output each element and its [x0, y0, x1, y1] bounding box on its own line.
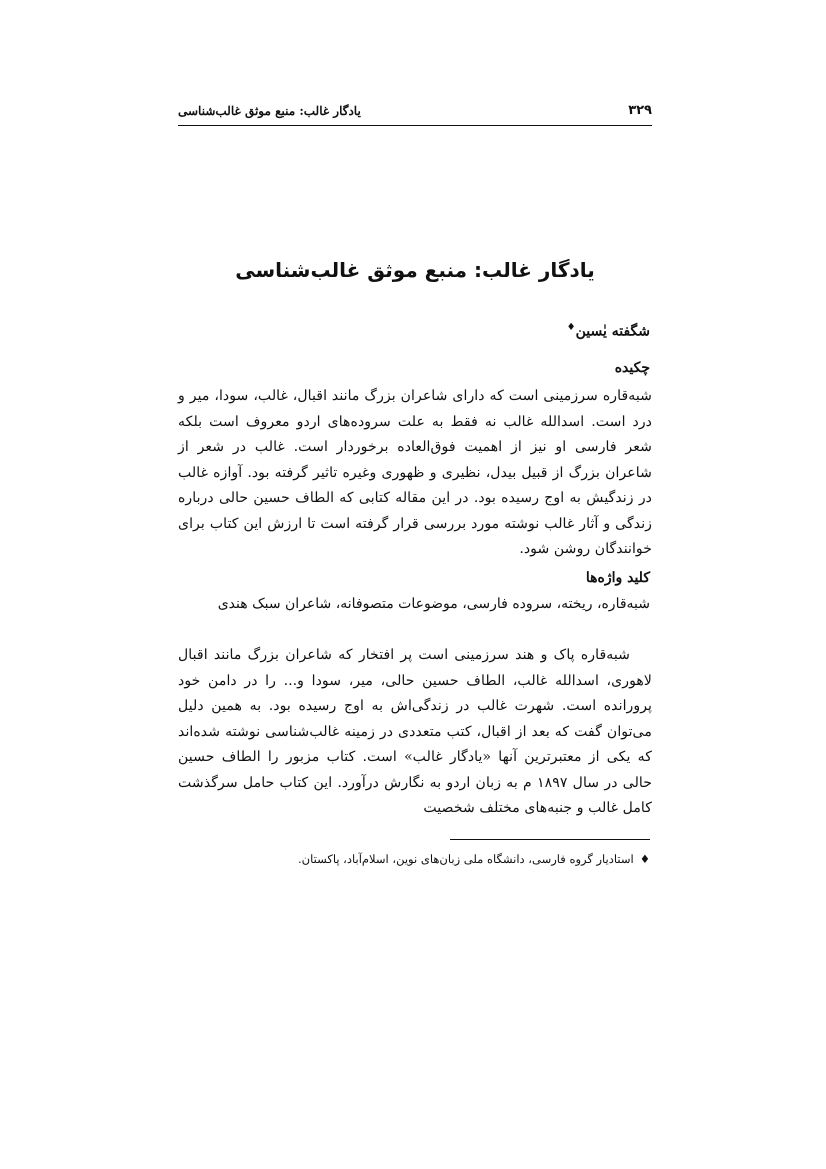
footnote-divider — [450, 839, 650, 840]
footnote — [298, 852, 650, 866]
abstract-text: شبه‌قاره سرزمینی است که دارای شاعران بزرگ مانند اقبال، غالب، سودا، میر و درد است. اسدالله غالب نه فقط به علت سروده‌های اردو معروف است بلکه شعر فارسی او نیز از اهمیت فوق‌العاده برخوردار است. غالب در شعر از شاعران بزرگ از قبیل بیدل، نظیری و ظهوری وغیره تاثیر گرفته بود. آوازه غالب در زندگیش به اوج رسیده بود. در این مقاله کتابی که الطاف حسین حالی درباره زندگی و آثار غالب نوشته مورد بررسی قرار گرفته است تا ارزش این کتاب برای خوانندگان روشن شود. — [178, 388, 652, 557]
author-name-text: شگفته یٰسین — [575, 323, 650, 340]
body-paragraph: شبه‌قاره پاک و هند سرزمینی است پر افتخار که شاعران بزرگ مانند اقبال لاهوری، اسدالله غالب، الطاف حسین حالی، میر، سودا و... را در دامن خود پرورانده است. شهرت غالب در زندگی‌اش به اوج رسیده بود. به همین دلیل می‌توان گفت که بعد از اقبال، کتب متعددی در زمینه غالب‌شناسی نوشته شده‌اند که یکی از معتبرترین آنها «یادگار غالب» است. کتاب مزبور را الطاف حسین حالی در سال ۱۸۹۷ م به زبان اردو به نگارش درآورد. این کتاب حامل سرگذشت کامل غالب و جنبه‌های مختلف شخصیت — [178, 647, 652, 816]
keywords-heading: کلید واژه‌ها — [585, 570, 650, 586]
running-title: یادگار غالب: منبع موثق غالب‌شناسی — [178, 104, 361, 118]
author-footnote-mark: ♦ — [566, 322, 576, 333]
page-number: ۳۲۹ — [628, 103, 652, 118]
keywords-text: شبه‌قاره، ریخته، سروده فارسی، موضوعات متصوفانه، شاعران سبک هندی — [217, 596, 650, 612]
abstract-heading: چکیده — [614, 360, 650, 376]
author-name — [567, 322, 650, 340]
footnote-text: استادیار گروه فارسی، دانشگاه ملی زبان‌های نوین، اسلام‌آباد، پاکستان. — [298, 852, 634, 866]
footnote-mark: ♦ — [639, 852, 650, 866]
running-header — [178, 103, 652, 126]
article-title: یادگار غالب: منبع موثق غالب‌شناسی — [235, 258, 595, 282]
